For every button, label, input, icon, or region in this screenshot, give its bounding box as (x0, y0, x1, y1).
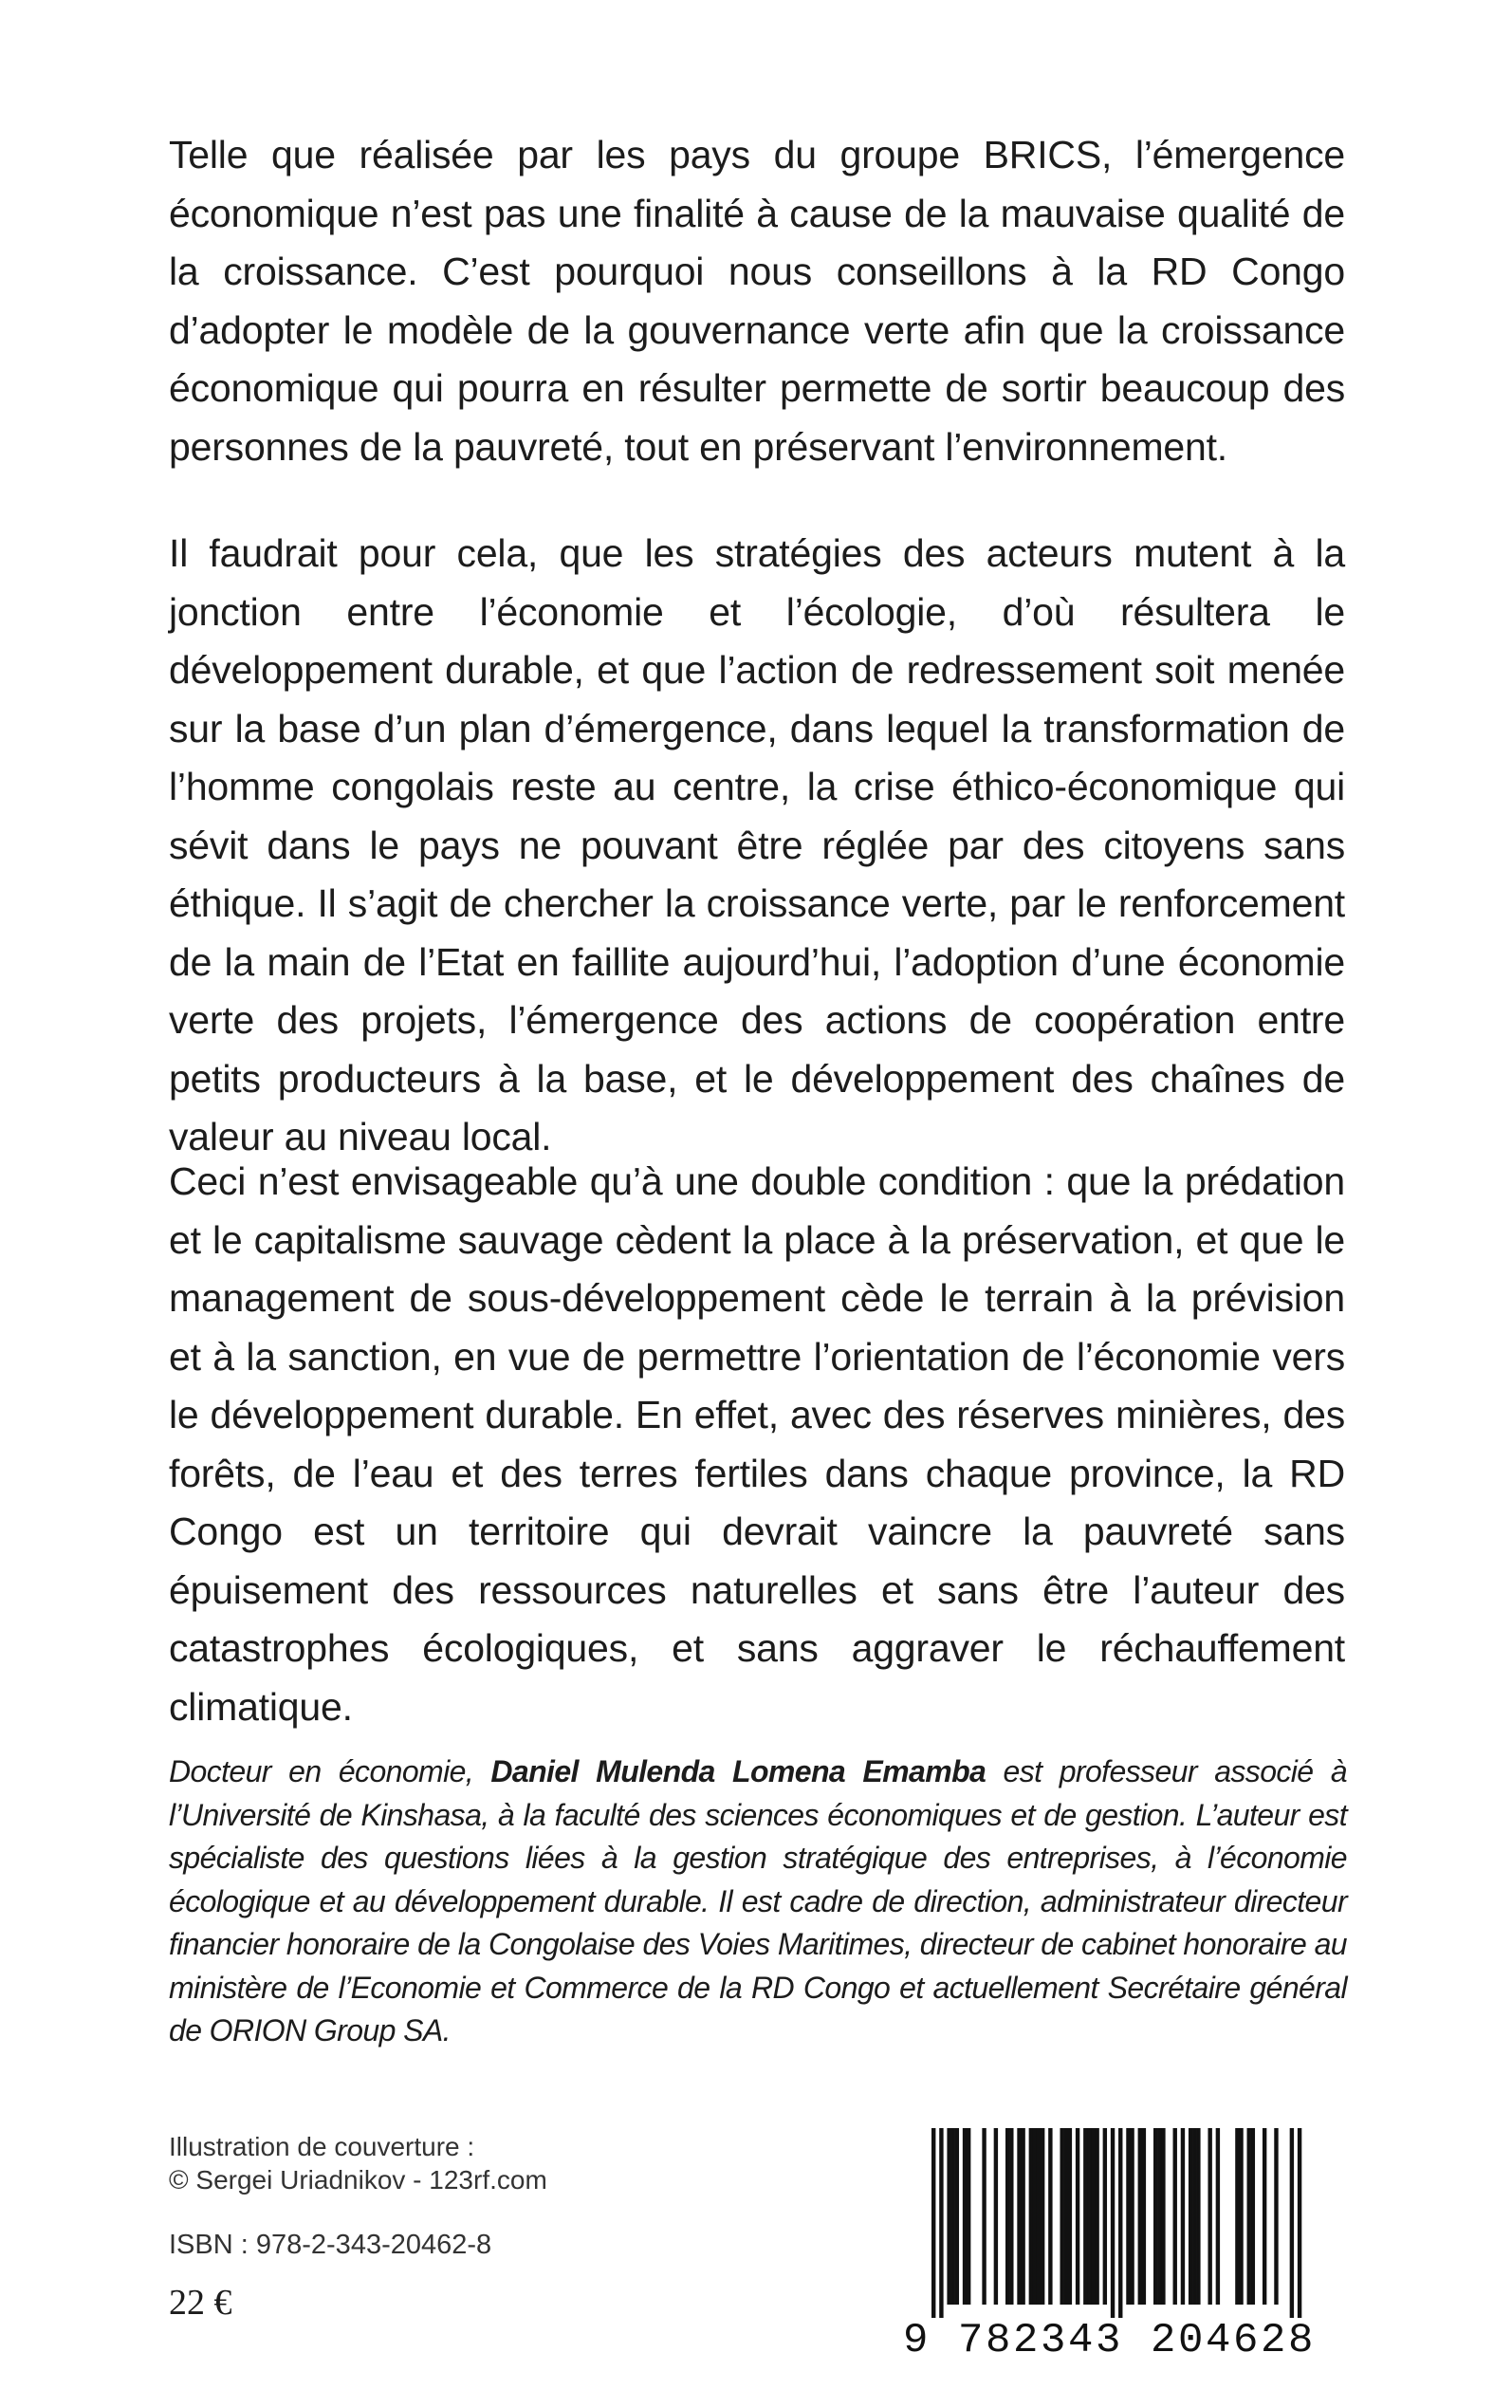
barcode-bar (1111, 2128, 1115, 2318)
barcode-bar (1009, 2128, 1013, 2305)
barcode-bar (1076, 2128, 1079, 2305)
barcode-bar (1274, 2128, 1278, 2305)
author-name: Daniel Mulenda Lomena Emamba (490, 1754, 986, 1788)
barcode-bar (947, 2128, 950, 2305)
barcode-bar (1142, 2128, 1146, 2305)
barcode-bar (994, 2128, 998, 2305)
barcode-bar (1247, 2128, 1251, 2305)
barcode-bar (1126, 2128, 1130, 2305)
author-bio-text: est professeur associé à l’Université de Kinshasa, à la faculté des sciences économiques et de gestion. L’auteur est spécialiste des questions liées à la gestion stratégique des entreprises, à l’économie écologique et au développement durable. Il est cadre de direction, administrateur directeur financier honoraire de la Congolaise des Voies Maritimes, directeur de cabinet honoraire au ministère de l’Economie et Commerce de la RD Congo et actuellement Secrétaire général de ORION Group SA. (169, 1754, 1348, 2047)
barcode-bar (1189, 2128, 1192, 2305)
barcode-bar (1130, 2128, 1134, 2305)
barcode-bar (1005, 2128, 1009, 2305)
barcode-bar (1095, 2128, 1098, 2305)
barcode-bar (955, 2128, 959, 2305)
cover-credit-label: Illustration de couverture : (169, 2132, 475, 2161)
barcode-bar (1157, 2128, 1161, 2305)
isbn: ISBN : 978-2-343-20462-8 (169, 2230, 492, 2260)
barcode-bar (1263, 2128, 1266, 2305)
barcode-bar (1181, 2128, 1185, 2305)
barcode-bar (1239, 2128, 1243, 2305)
barcode-bar (1017, 2128, 1021, 2305)
barcode-bar (1290, 2128, 1294, 2318)
barcode-bar (1173, 2128, 1177, 2305)
barcode-bar (939, 2128, 943, 2318)
barcode-bar (982, 2128, 986, 2305)
barcode-bar (1153, 2128, 1157, 2305)
barcode-bar (1033, 2128, 1037, 2305)
barcode-bar (1087, 2128, 1091, 2305)
paragraph-2: Il faudrait pour cela, que les stratégies des acteurs mutent à la jonction entre l’économie et l’écologie, d’où résultera le développement durable, et que l’action de redressement soit menée sur la base d’un plan d’émergence, dans lequel la transformation de l’homme congolais reste au centre, la crise éthico-économique qui sévit dans le pays ne pouvant être réglée par des citoyens sans éthique. Il s’agit de chercher la croissance verte, par le renforcement de la main de l’Etat en faillite aujourd’hui, l’adoption d’une économie verte des projets, l’émergence des actions de coopération entre petits producteurs à la base, et le développement des chaînes de valeur au niveau local. (169, 531, 1345, 1158)
barcode-bar (1064, 2128, 1068, 2305)
price: 22 € (169, 2283, 232, 2323)
barcode-bar (1029, 2128, 1033, 2305)
barcode-bar (1083, 2128, 1087, 2305)
barcode-bar (1138, 2128, 1142, 2305)
barcode-bar (1208, 2128, 1211, 2305)
barcode-bar (1068, 2128, 1072, 2305)
barcode-bar (1048, 2128, 1052, 2305)
cover-credit (169, 2130, 700, 2196)
barcode-bar (1118, 2128, 1122, 2318)
barcode-bar (963, 2128, 967, 2305)
barcode-bars (903, 2128, 1330, 2318)
barcode-bar (951, 2128, 955, 2305)
barcode-bar (1103, 2128, 1107, 2305)
barcode-bar (1196, 2128, 1200, 2305)
barcode-bar (1298, 2128, 1301, 2318)
barcode-bar (1037, 2128, 1041, 2305)
barcode-bar (967, 2128, 970, 2305)
paragraph-3: Ceci n’est envisageable qu’à une double condition : que la prédation et le capitalisme sauvage cèdent la place à la préservation, et que le management de sous-développement cède le terrain à la prévision et à la sanction, en vue de permettre l’orientation de l’économie vers le développement durable. En effet, avec des réserves minières, des forêts, de l’eau et des terres fertiles dans chaque province, la RD Congo est un territoire qui devrait vaincre la pauvreté sans épuisement des ressources naturelles et sans être l’auteur des catastrophes écologiques, et sans aggraver le réchauffement climatique. (169, 1159, 1345, 1729)
barcode-bar (1251, 2128, 1255, 2305)
barcode-bar (1021, 2128, 1024, 2305)
barcode-digits: 9 782343 204628 (903, 2317, 1317, 2364)
barcode (903, 2128, 1330, 2365)
barcode-bar (1235, 2128, 1239, 2305)
barcode-bar (931, 2128, 935, 2318)
barcode-bar (1091, 2128, 1095, 2305)
barcode-bar (1216, 2128, 1220, 2305)
barcode-bar (1192, 2128, 1196, 2305)
author-bio-intro: Docteur en économie, (169, 1754, 491, 1788)
barcode-bar (1161, 2128, 1165, 2305)
barcode-bar (1060, 2128, 1063, 2305)
cover-credit-value: © Sergei Uriadnikov - 123rf.com (169, 2165, 547, 2195)
author-bio (169, 1750, 1347, 2053)
barcode-bar (1041, 2128, 1044, 2305)
paragraph-1: Telle que réalisée par les pays du groupe BRICS, l’émergence économique n’est pas une finalité à cause de la mauvaise qualité de la croissance. C’est pourquoi nous conseillons à la RD Congo d’adopter le modèle de la gouvernance verte afin que la croissance économique qui pourra en résulter permette de sortir beaucoup des personnes de la pauvreté, tout en préservant l’environnement. (169, 133, 1345, 469)
